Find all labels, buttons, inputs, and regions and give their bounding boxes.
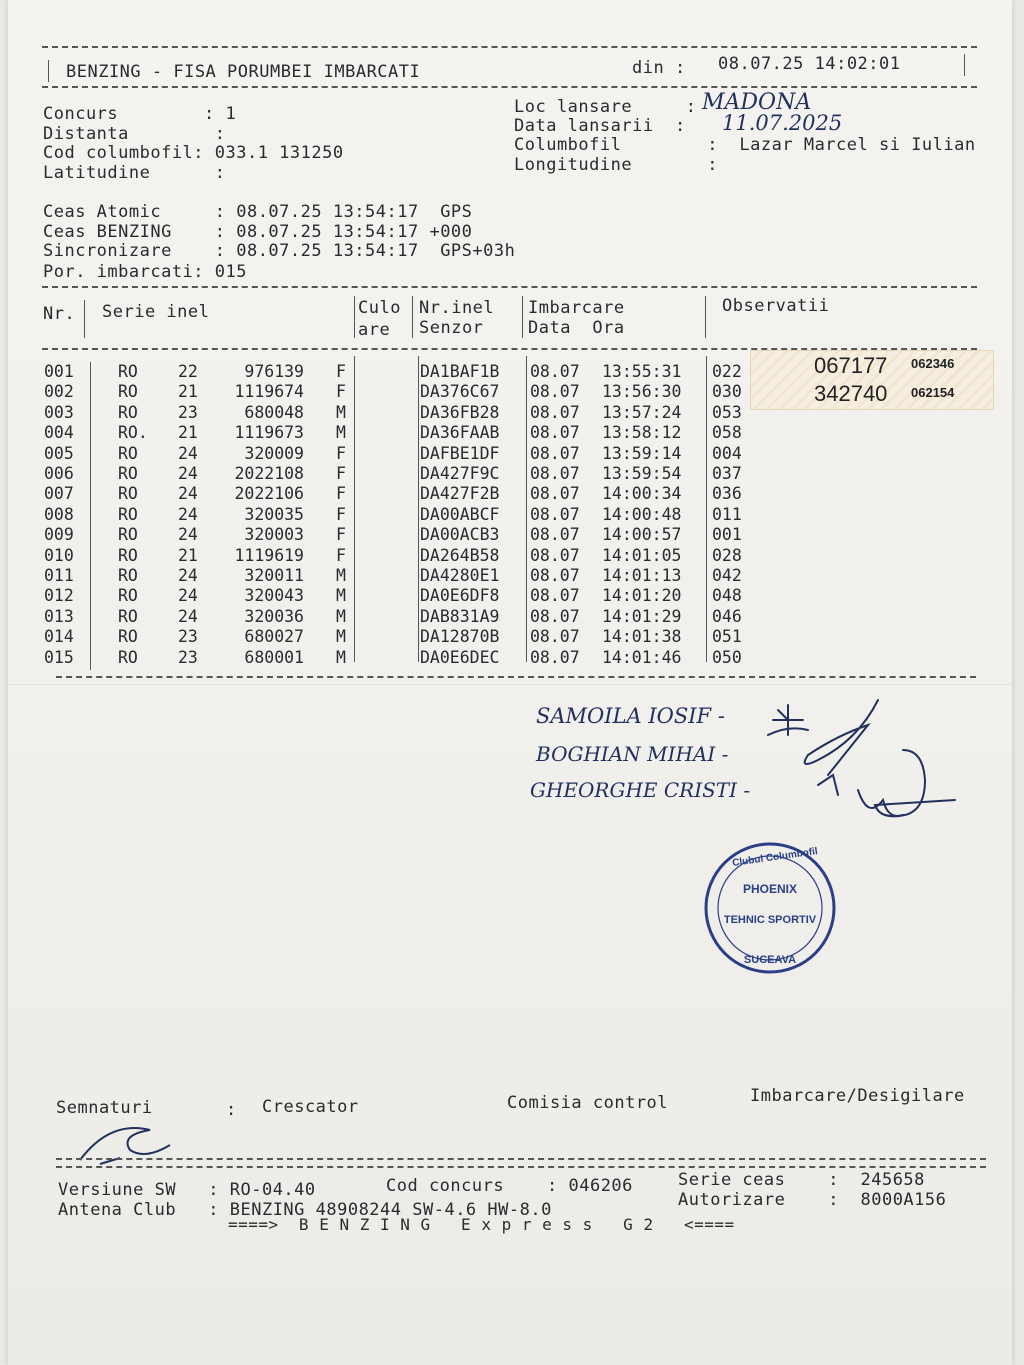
row-year: 21	[178, 382, 198, 402]
row-country: RO	[118, 586, 138, 606]
loc-lansare: Loc lansare :	[514, 97, 697, 117]
row-sex: M	[336, 402, 346, 422]
row-sex: M	[336, 606, 346, 626]
row-sex: F	[336, 464, 346, 483]
serie-ceas: Serie ceas : 245658	[678, 1170, 925, 1190]
row-ring: 320036	[244, 606, 304, 626]
table-row	[8, 525, 1012, 545]
row-year: 24	[178, 464, 198, 483]
semnaturi-label: Semnaturi	[56, 1098, 153, 1118]
col-divider	[354, 296, 355, 338]
row-year: 24	[178, 484, 198, 504]
row-country: RO	[118, 464, 138, 483]
header-top-rule	[42, 46, 977, 48]
row-chip: DA376C67	[420, 382, 500, 402]
handwritten-name-3: GHEORGHE CRISTI -	[530, 778, 751, 802]
row-nr: 009	[44, 525, 74, 545]
row-country: RO	[118, 627, 138, 647]
row-chip: DA00ABCF	[420, 504, 500, 524]
row-time: 14:01:29	[602, 606, 682, 626]
table-row	[8, 586, 1012, 606]
row-date: 08.07	[530, 382, 580, 402]
table-row	[8, 464, 1012, 484]
row-sex: F	[336, 362, 346, 381]
row-chip: DAFBE1DF	[420, 443, 500, 463]
row-time: 14:01:05	[602, 545, 682, 565]
row-chip: DA4280E1	[420, 566, 500, 585]
col-culoare-1: Culo	[358, 298, 401, 318]
row-date: 08.07	[530, 504, 580, 524]
row-sex: F	[336, 545, 346, 565]
row-ring: 1119673	[234, 423, 304, 443]
row-chip: DA1BAF1B	[420, 362, 500, 381]
row-ring: 1119674	[234, 382, 304, 402]
row-date: 08.07	[530, 402, 580, 422]
row-time: 13:59:54	[602, 464, 682, 483]
row-nr: 008	[44, 504, 74, 524]
row-year: 24	[178, 443, 198, 463]
row-country: RO	[118, 566, 138, 585]
row-ring: 320011	[244, 566, 304, 585]
table-row	[8, 546, 1012, 566]
row-date: 08.07	[530, 647, 580, 667]
row-country: RO.	[118, 423, 148, 443]
table-top-rule	[42, 286, 977, 288]
row-chip: DA00ACB3	[420, 525, 500, 545]
row-year: 24	[178, 606, 198, 626]
row-year: 24	[178, 525, 198, 545]
row-country: RO	[118, 484, 138, 504]
handwritten-signatures	[748, 690, 978, 840]
print-date: 08.07.25 14:02:01	[718, 54, 901, 74]
row-obs: 050	[712, 647, 742, 667]
crescator-signature	[70, 1110, 180, 1170]
row-date: 08.07	[530, 566, 580, 585]
row-date: 08.07	[530, 627, 580, 647]
sincronizare: Sincronizare : 08.07.25 13:54:17 GPS+03h	[43, 241, 516, 261]
ceas-benzing: Ceas BENZING : 08.07.25 13:54:17 +000	[43, 222, 473, 242]
row-time: 14:00:48	[602, 504, 682, 524]
row-divider-nr	[90, 362, 91, 670]
handwritten-name-2: BOGHIAN MIHAI -	[536, 742, 729, 766]
col-imbarcare-1: Imbarcare	[528, 298, 625, 318]
row-obs: 011	[712, 504, 742, 524]
row-year: 22	[178, 362, 198, 381]
table-row	[8, 505, 1012, 525]
row-divider-chip	[418, 356, 419, 662]
row-chip: DA36FB28	[420, 402, 500, 422]
col-divider	[412, 296, 413, 338]
date-label: din :	[632, 58, 686, 78]
row-obs: 028	[712, 545, 742, 565]
row-obs: 030	[712, 382, 742, 402]
row-time: 14:01:13	[602, 566, 682, 585]
row-chip: DA0E6DEC	[420, 647, 500, 667]
row-sex: F	[336, 484, 346, 504]
row-obs: 022	[712, 362, 742, 381]
sticker-sub-1: 062346	[911, 356, 955, 371]
row-sex: F	[336, 525, 346, 545]
col-divider	[522, 296, 523, 338]
ring-sticker	[750, 350, 994, 410]
col-observatii: Observatii	[722, 296, 830, 316]
row-sex: F	[336, 382, 346, 402]
table-row	[8, 627, 1012, 647]
row-ring: 1119619	[234, 545, 304, 565]
row-divider-obs	[706, 356, 707, 662]
row-country: RO	[118, 504, 138, 524]
row-country: RO	[118, 545, 138, 565]
loc-lansare-handwritten: MADONA	[702, 90, 812, 115]
row-ring: 680027	[244, 627, 304, 647]
row-obs: 051	[712, 627, 742, 647]
header-bottom-rule	[42, 86, 977, 88]
row-country: RO	[118, 647, 138, 667]
row-date: 08.07	[530, 484, 580, 504]
header-left-bar	[48, 60, 49, 82]
row-sex: M	[336, 647, 346, 667]
longitudine: Longitudine :	[514, 155, 718, 175]
semnaturi-colon: :	[226, 1100, 237, 1120]
autorizare: Autorizare : 8000A156	[678, 1190, 947, 1210]
document-paper	[8, 0, 1012, 1365]
distanta: Distanta :	[43, 124, 226, 144]
row-year: 23	[178, 627, 198, 647]
porumbei-imbarcati: Por. imbarcati: 015	[43, 262, 247, 282]
col-nr: Nr.	[43, 304, 76, 324]
col-serie: Serie inel	[102, 302, 210, 322]
row-obs: 042	[712, 566, 742, 585]
sticker-sub-2: 062154	[911, 385, 955, 400]
row-obs: 037	[712, 464, 742, 483]
row-time: 13:59:14	[602, 443, 682, 463]
data-lansarii-handwritten: 11.07.2025	[722, 111, 843, 135]
row-nr: 015	[44, 647, 74, 667]
row-date: 08.07	[530, 525, 580, 545]
sticker-code-1: 067177	[814, 353, 888, 378]
row-date: 08.07	[530, 545, 580, 565]
row-date: 08.07	[530, 464, 580, 483]
row-divider-date	[526, 356, 527, 662]
row-country: RO	[118, 362, 138, 381]
row-obs: 001	[712, 525, 742, 545]
stamp-city: SUCEAVA	[743, 954, 797, 966]
cod-concurs: Cod concurs : 046206	[386, 1176, 633, 1196]
row-ring: 2022108	[234, 464, 304, 483]
versiune-sw: Versiune SW : RO-04.40	[58, 1180, 316, 1200]
row-nr: 004	[44, 423, 74, 443]
row-time: 13:57:24	[602, 402, 682, 422]
table-row	[8, 423, 1012, 443]
row-date: 08.07	[530, 423, 580, 443]
row-time: 14:00:57	[602, 525, 682, 545]
row-sex: M	[336, 423, 346, 443]
col-nrinel-1: Nr.inel	[419, 298, 495, 318]
row-sex: M	[336, 586, 346, 606]
row-country: RO	[118, 382, 138, 402]
row-country: RO	[118, 525, 138, 545]
row-sex: M	[336, 566, 346, 585]
handwritten-name-1: SAMOILA IOSIF -	[536, 704, 725, 728]
footer-top-rule	[56, 1158, 986, 1160]
row-time: 14:01:46	[602, 647, 682, 667]
crescator-label: Crescator	[262, 1097, 359, 1117]
row-year: 21	[178, 545, 198, 565]
row-sex: F	[336, 504, 346, 524]
row-nr: 003	[44, 402, 74, 422]
latitudine: Latitudine :	[43, 163, 226, 183]
row-country: RO	[118, 443, 138, 463]
row-date: 08.07	[530, 362, 580, 381]
row-time: 14:01:20	[602, 586, 682, 606]
row-ring: 320035	[244, 504, 304, 524]
row-date: 08.07	[530, 606, 580, 626]
row-ring: 320003	[244, 525, 304, 545]
table-bottom-rule	[56, 676, 976, 678]
row-chip: DA12870B	[420, 627, 500, 647]
paper-fold	[8, 684, 1012, 685]
row-chip: DAB831A9	[420, 606, 500, 626]
table-row	[8, 648, 1012, 668]
antena-club: Antena Club : BENZING 48908244 SW-4.6 HW-8.0	[58, 1200, 552, 1220]
col-divider	[84, 300, 85, 338]
row-obs: 053	[712, 402, 742, 422]
row-time: 13:56:30	[602, 382, 682, 402]
stamp-top-text: Clubul Columbofil	[731, 846, 819, 869]
row-nr: 005	[44, 443, 74, 463]
row-chip: DA264B58	[420, 545, 500, 565]
row-nr: 010	[44, 545, 74, 565]
sticker-code-2: 342740	[814, 381, 888, 406]
data-lansarii: Data lansarii :	[514, 116, 686, 136]
row-ring: 976139	[244, 362, 304, 381]
row-country: RO	[118, 606, 138, 626]
row-year: 24	[178, 566, 198, 585]
row-nr: 011	[44, 566, 74, 585]
row-year: 24	[178, 504, 198, 524]
row-ring: 2022106	[234, 484, 304, 504]
table-row	[8, 607, 1012, 627]
row-nr: 014	[44, 627, 74, 647]
row-nr: 012	[44, 586, 74, 606]
row-country: RO	[118, 402, 138, 422]
row-ring: 320043	[244, 586, 304, 606]
stamp-club-name: PHOENIX	[742, 882, 797, 896]
row-year: 24	[178, 586, 198, 606]
row-nr: 007	[44, 484, 74, 504]
row-ring: 680048	[244, 402, 304, 422]
row-obs: 036	[712, 484, 742, 504]
row-obs: 046	[712, 606, 742, 626]
row-nr: 001	[44, 362, 74, 381]
row-time: 14:00:34	[602, 484, 682, 504]
row-date: 08.07	[530, 443, 580, 463]
benzing-express: ====> B E N Z I N G E x p r e s s G 2 <====	[228, 1215, 735, 1234]
footer-second-rule	[56, 1166, 986, 1168]
row-sex: M	[336, 627, 346, 647]
header-right-bar	[964, 54, 965, 76]
row-time: 13:55:31	[602, 362, 682, 381]
row-obs: 004	[712, 443, 742, 463]
imbarcare-label: Imbarcare/Desigilare	[750, 1086, 965, 1106]
row-obs: 048	[712, 586, 742, 606]
comisia-label: Comisia control	[507, 1093, 669, 1113]
table-row	[8, 484, 1012, 504]
club-stamp	[702, 840, 838, 980]
row-nr: 002	[44, 382, 74, 402]
row-year: 23	[178, 402, 198, 422]
col-divider	[705, 296, 706, 338]
col-nrinel-2: Senzor	[419, 318, 484, 338]
row-sex: F	[336, 443, 346, 463]
row-time: 14:01:38	[602, 627, 682, 647]
row-year: 23	[178, 647, 198, 667]
row-year: 21	[178, 423, 198, 443]
row-nr: 013	[44, 606, 74, 626]
table-row	[8, 566, 1012, 586]
columbofil: Columbofil : Lazar Marcel si Iulian	[514, 135, 976, 155]
row-divider-sex	[354, 356, 355, 662]
col-imbarcare-2: Data Ora	[528, 318, 625, 338]
row-chip: DA427F2B	[420, 484, 500, 504]
concurs: Concurs : 1	[43, 104, 237, 124]
row-nr: 006	[44, 464, 74, 483]
row-date: 08.07	[530, 586, 580, 606]
row-chip: DA0E6DF8	[420, 586, 500, 606]
table-row	[8, 444, 1012, 464]
row-obs: 058	[712, 423, 742, 443]
row-ring: 320009	[244, 443, 304, 463]
row-chip: DA427F9C	[420, 464, 500, 483]
ceas-atomic: Ceas Atomic : 08.07.25 13:54:17 GPS	[43, 202, 473, 222]
row-time: 13:58:12	[602, 423, 682, 443]
stamp-middle-text: TEHNIC SPORTIV	[723, 914, 817, 926]
row-chip: DA36FAAB	[420, 423, 500, 443]
col-culoare-2: are	[358, 320, 391, 340]
row-ring: 680001	[244, 647, 304, 667]
form-title: BENZING - FISA PORUMBEI IMBARCATI	[66, 62, 421, 82]
cod-columbofil: Cod columbofil: 033.1 131250	[43, 143, 344, 163]
